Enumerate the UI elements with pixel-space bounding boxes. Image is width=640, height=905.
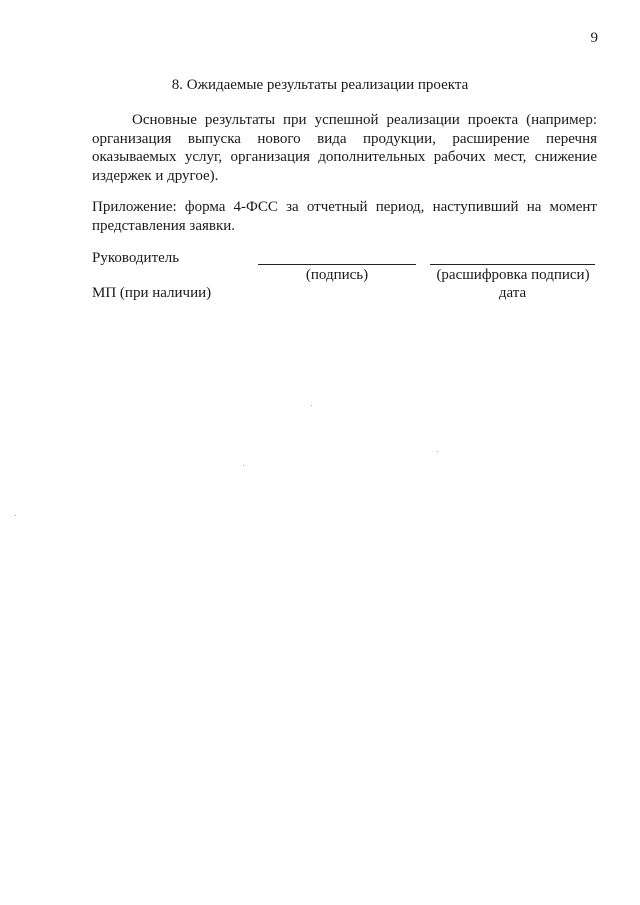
page-number: 9 (590, 30, 598, 46)
stamp-label: МП (при наличии) (92, 285, 212, 301)
date-caption: дата (498, 285, 527, 301)
signature-line (258, 264, 416, 265)
signature-caption: (подпись) (305, 267, 369, 283)
scan-speck (243, 465, 244, 466)
signature-decode-line (430, 264, 595, 265)
scan-speck (437, 451, 438, 452)
results-paragraph: Основные результаты при успешной реализации проекта (например: организация выпуска нового вида продукции, расширение перечня оказываемых услуг, организация дополнительных рабочих мест, снижение издержек и другое). (92, 112, 597, 184)
leader-label: Руководитель (92, 250, 180, 266)
scan-speck (311, 405, 312, 406)
section-title: 8. Ожидаемые результаты реализации проекта (171, 77, 469, 93)
signature-decode-caption: (расшифровка подписи) (436, 267, 590, 283)
scan-speck (15, 515, 16, 516)
appendix-paragraph: Приложение: форма 4-ФСС за отчетный период, наступивший на момент представления заявки. (92, 199, 597, 234)
